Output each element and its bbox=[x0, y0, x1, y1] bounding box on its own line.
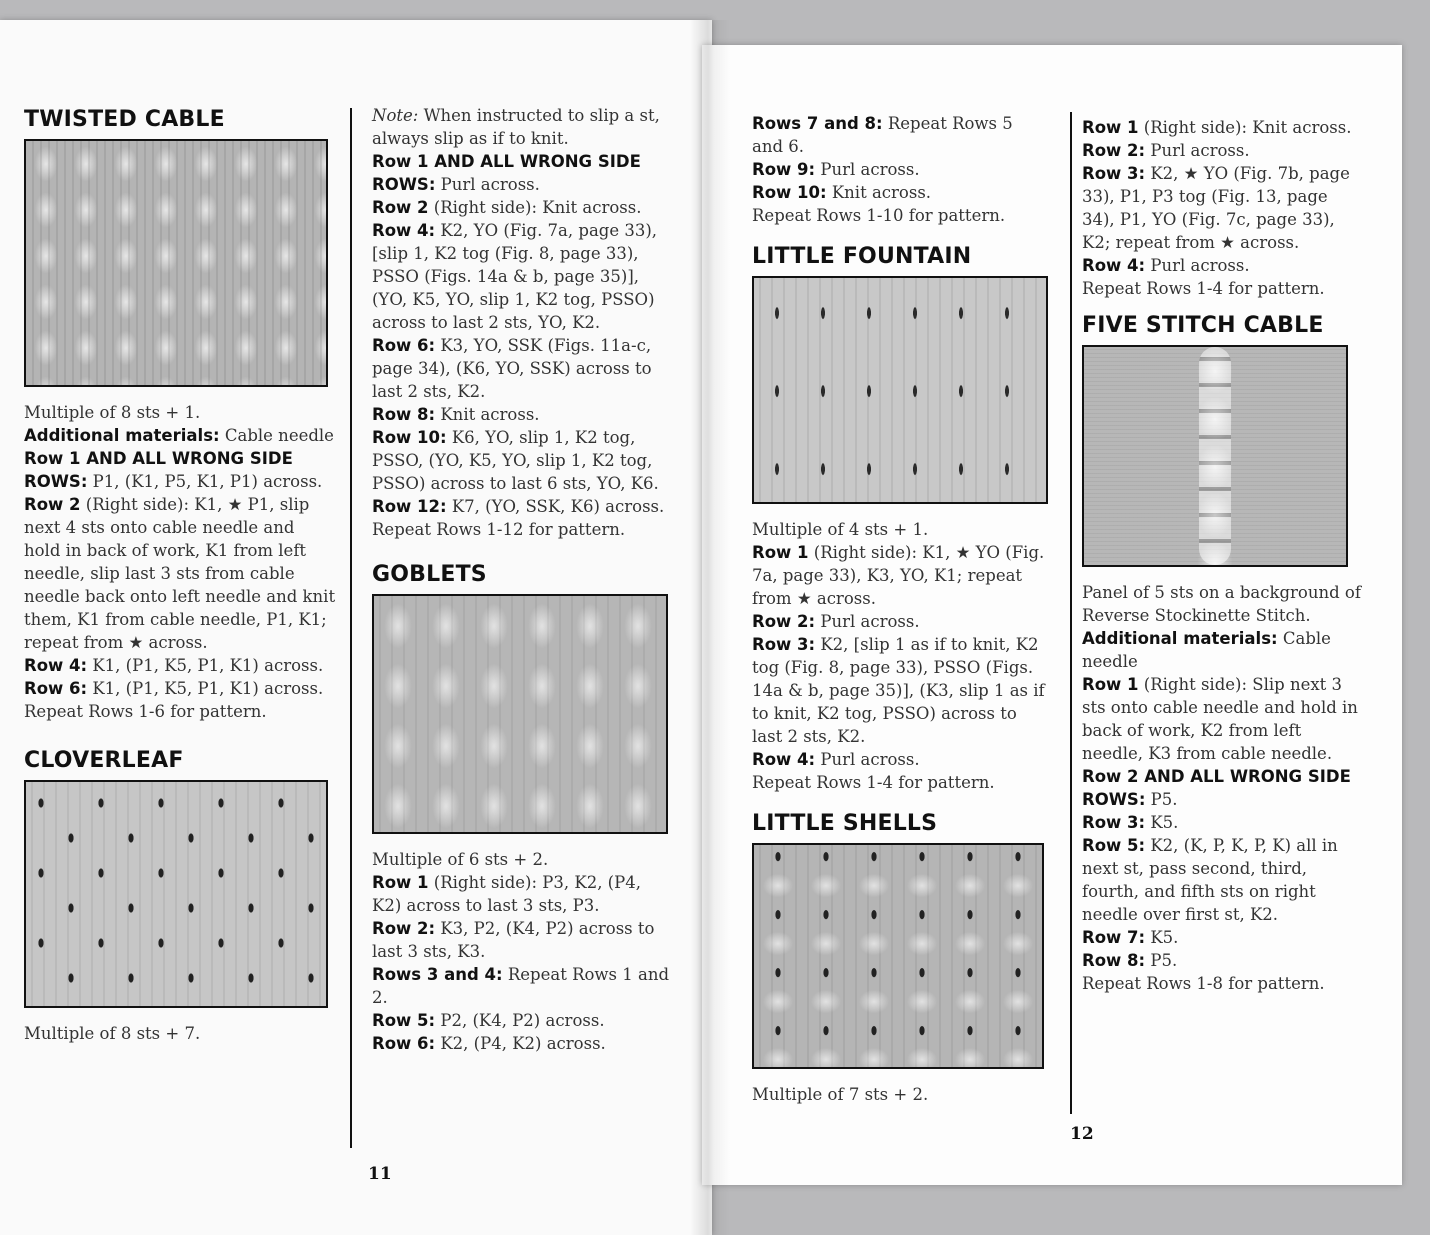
goblets-row-1: Row 1 (Right side): P3, K2, (P4, K2) across to last 3 sts, P3. bbox=[372, 873, 641, 915]
five-stitch-cable-panel: Panel of 5 sts on a background of Reverse Stockinette Stitch. bbox=[1082, 583, 1361, 625]
goblets-row-6: Row 6: K2, (P4, K2) across. bbox=[372, 1034, 606, 1053]
goblets-swatch-image bbox=[372, 594, 668, 834]
little-fountain-multiple: Multiple of 4 sts + 1. bbox=[752, 520, 929, 539]
twisted-cable-row-4: Row 4: K1, (P1, K5, P1, K1) across. bbox=[24, 656, 324, 675]
goblets-rows-3-4: Rows 3 and 4: Repeat Rows 1 and 2. bbox=[372, 965, 670, 1007]
five-stitch-cable-row-1: Row 1 (Right side): Slip next 3 sts onto cable needle and hold in back of work, K2 from left needle, K3 from cable needle. bbox=[1082, 675, 1358, 763]
goblets-repeat: Repeat Rows 1-10 for pattern. bbox=[752, 206, 1006, 225]
twisted-cable-repeat: Repeat Rows 1-6 for pattern. bbox=[24, 702, 267, 721]
twisted-cable-multiple: Multiple of 8 sts + 1. bbox=[24, 403, 201, 422]
cloverleaf-row-12: Row 12: K7, (YO, SSK, K6) across. bbox=[372, 497, 665, 516]
little-fountain-row-4: Row 4: Purl across. bbox=[752, 750, 920, 769]
left-column-2 bbox=[372, 104, 672, 1055]
five-stitch-cable-title: FIVE STITCH CABLE bbox=[1082, 313, 1324, 338]
twisted-cable-title: TWISTED CABLE bbox=[24, 107, 225, 132]
little-fountain-row-2: Row 2: Purl across. bbox=[752, 612, 920, 631]
cloverleaf-repeat: Repeat Rows 1-12 for pattern. bbox=[372, 520, 626, 539]
cloverleaf-title: CLOVERLEAF bbox=[24, 748, 184, 773]
little-fountain-swatch-image bbox=[752, 276, 1048, 504]
little-fountain-title: LITTLE FOUNTAIN bbox=[752, 244, 972, 269]
twisted-cable-swatch-image bbox=[24, 139, 328, 387]
little-shells-row-1: Row 1 (Right side): Knit across. bbox=[1082, 118, 1352, 137]
cloverleaf-row-1: Row 1 AND ALL WRONG SIDE ROWS: Purl across. bbox=[372, 152, 641, 194]
goblets-multiple: Multiple of 6 sts + 2. bbox=[372, 850, 549, 869]
cloverleaf-row-6: Row 6: K3, YO, SSK (Figs. 11a-c, page 34), (K6, YO, SSK) across to last 2 sts, K2. bbox=[372, 336, 652, 401]
little-fountain-row-3: Row 3: K2, [slip 1 as if to knit, K2 tog (Fig. 8, page 33), PSSO (Figs. 14a & b, page 35)], (K3, slip 1 as if to knit, K2 tog, PSSO) across to last 2 sts, K2. bbox=[752, 635, 1045, 746]
goblets-row-9: Row 9: Purl across. bbox=[752, 160, 920, 179]
right-column-2 bbox=[1082, 116, 1362, 995]
right-page-column-divider bbox=[1070, 112, 1072, 1114]
cloverleaf-row-8: Row 8: Knit across. bbox=[372, 405, 540, 424]
little-shells-row-2: Row 2: Purl across. bbox=[1082, 141, 1250, 160]
little-fountain-repeat: Repeat Rows 1-4 for pattern. bbox=[752, 773, 995, 792]
left-column-1 bbox=[24, 108, 336, 1045]
page-number-12: 12 bbox=[1070, 1124, 1094, 1144]
little-shells-row-4: Row 4: Purl across. bbox=[1082, 256, 1250, 275]
twisted-cable-row-1: Row 1 AND ALL WRONG SIDE ROWS: P1, (K1, P5, K1, P1) across. bbox=[24, 449, 323, 491]
book-gutter bbox=[690, 20, 730, 1235]
little-shells-title: LITTLE SHELLS bbox=[752, 811, 938, 836]
five-stitch-cable-materials: Additional materials: Cable needle bbox=[1082, 629, 1331, 671]
five-stitch-cable-repeat: Repeat Rows 1-8 for pattern. bbox=[1082, 974, 1325, 993]
twisted-cable-row-2: Row 2 (Right side): K1, ★ P1, slip next 4 sts onto cable needle and hold in back of work, K1 from left needle, slip last 3 sts from cable needle back onto left needle and knit them, K1 from cable needle, P1, K1; repeat from ★ across. bbox=[24, 495, 336, 652]
little-shells-row-3: Row 3: K2, ★ YO (Fig. 7b, page 33), P1, P3 tog (Fig. 13, page 34), P1, YO (Fig. 7c, page 33), K2; repeat from ★ across. bbox=[1082, 164, 1350, 252]
five-stitch-cable-row-2: Row 2 AND ALL WRONG SIDE ROWS: P5. bbox=[1082, 767, 1351, 809]
five-stitch-cable-swatch-image bbox=[1082, 345, 1348, 567]
page-number-11: 11 bbox=[368, 1164, 392, 1184]
little-shells-swatch-image bbox=[752, 843, 1044, 1069]
little-shells-repeat: Repeat Rows 1-4 for pattern. bbox=[1082, 279, 1325, 298]
goblets-rows-7-8: Rows 7 and 8: Repeat Rows 5 and 6. bbox=[752, 114, 1013, 156]
goblets-row-2: Row 2: K3, P2, (K4, P2) across to last 3 sts, K3. bbox=[372, 919, 655, 961]
cloverleaf-row-10: Row 10: K6, YO, slip 1, K2 tog, PSSO, (YO, K5, YO, slip 1, K2 tog, PSSO) across to last 6 sts, YO, K6. bbox=[372, 428, 659, 493]
twisted-cable-row-6: Row 6: K1, (P1, K5, P1, K1) across. bbox=[24, 679, 324, 698]
cloverleaf-note: Note: When instructed to slip a st, always slip as if to knit. bbox=[372, 106, 660, 148]
five-stitch-cable-row-5: Row 5: K2, (K, P, K, P, K) all in next st, pass second, third, fourth, and fifth sts on right needle over first st, K2. bbox=[1082, 836, 1338, 924]
five-stitch-cable-row-8: Row 8: P5. bbox=[1082, 951, 1178, 970]
little-fountain-row-1: Row 1 (Right side): K1, ★ YO (Fig. 7a, page 33), K3, YO, K1; repeat from ★ across. bbox=[752, 543, 1045, 608]
five-stitch-cable-row-7: Row 7: K5. bbox=[1082, 928, 1179, 947]
goblets-row-10: Row 10: Knit across. bbox=[752, 183, 932, 202]
little-shells-multiple: Multiple of 7 sts + 2. bbox=[752, 1085, 929, 1104]
right-column-1 bbox=[752, 112, 1048, 1106]
goblets-row-5: Row 5: P2, (K4, P2) across. bbox=[372, 1011, 605, 1030]
cloverleaf-row-4: Row 4: K2, YO (Fig. 7a, page 33), [slip 1, K2 tog (Fig. 8, page 33), PSSO (Figs. 14a & b, page 35)], (YO, K5, YO, slip 1, K2 tog, PSSO) across to last 2 sts, YO, K2. bbox=[372, 221, 658, 332]
five-stitch-cable-row-3: Row 3: K5. bbox=[1082, 813, 1179, 832]
cloverleaf-row-2: Row 2 (Right side): Knit across. bbox=[372, 198, 642, 217]
goblets-title: GOBLETS bbox=[372, 562, 487, 587]
cloverleaf-swatch-image bbox=[24, 780, 328, 1008]
left-page-column-divider bbox=[350, 108, 352, 1148]
twisted-cable-materials: Additional materials: Cable needle bbox=[24, 426, 334, 445]
cloverleaf-multiple: Multiple of 8 sts + 7. bbox=[24, 1024, 201, 1043]
